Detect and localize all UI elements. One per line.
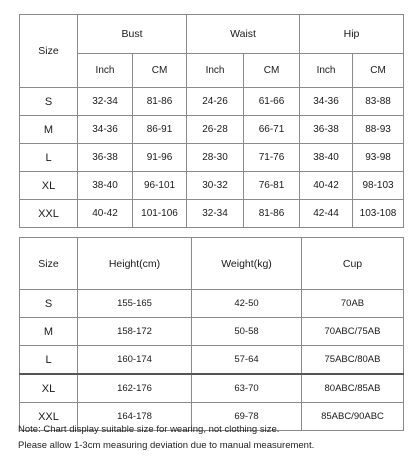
bust-header: Bust (78, 15, 187, 54)
note-text: Please allow 1-3cm measuring deviation due to manual measurement. (18, 440, 315, 451)
unit-header: CM (133, 54, 187, 88)
height-header: Height(cm) (78, 238, 192, 290)
table-cell: 40-42 (300, 172, 353, 200)
size-header: Size (20, 15, 78, 88)
height-cell: 155-165 (78, 290, 192, 318)
table-cell: 66-71 (244, 116, 300, 144)
weight-cell: 50-58 (192, 318, 302, 346)
table-cell: 98-103 (353, 172, 404, 200)
table-subheader-row (20, 54, 404, 88)
cup-cell: 70AB (302, 290, 404, 318)
table-cell: 40-42 (78, 200, 133, 228)
unit-header: CM (244, 54, 300, 88)
weight-cell: 57-64 (192, 346, 302, 375)
weight-cell: 69-78 (192, 403, 302, 431)
cup-cell: 70ABC/75AB (302, 318, 404, 346)
table-cell: 76-81 (244, 172, 300, 200)
table-cell: 101-106 (133, 200, 187, 228)
body-measurement-table (19, 14, 404, 228)
size-cell: XL (20, 172, 78, 200)
table-cell: 93-98 (353, 144, 404, 172)
table-cell: 30-32 (187, 172, 244, 200)
table-row (20, 144, 404, 172)
cup-cell: 80ABC/85AB (302, 374, 404, 403)
table-cell: 103-108 (353, 200, 404, 228)
table-cell: 86-91 (133, 116, 187, 144)
size-cell: XXL (20, 200, 78, 228)
size-cell: S (20, 88, 78, 116)
height-cell: 160-174 (78, 346, 192, 375)
unit-header: Inch (187, 54, 244, 88)
table-cell: 61-66 (244, 88, 300, 116)
unit-header: Inch (78, 54, 133, 88)
height-cell: 164-178 (78, 403, 192, 431)
table-cell: 96-101 (133, 172, 187, 200)
cup-header: Cup (302, 238, 404, 290)
table-row (20, 346, 404, 375)
table-cell: 32-34 (187, 200, 244, 228)
table-cell: 26-28 (187, 116, 244, 144)
table-cell: 81-86 (133, 88, 187, 116)
table-header-row (20, 15, 404, 54)
cup-cell: 75ABC/80AB (302, 346, 404, 375)
size-cell: S (20, 290, 78, 318)
table-cell: 34-36 (300, 88, 353, 116)
table-row (20, 318, 404, 346)
size-cell: XXL (20, 403, 78, 431)
size-cell: M (20, 318, 78, 346)
cup-cell: 85ABC/90ABC (302, 403, 404, 431)
size-cell: XL (20, 374, 78, 403)
size-cell: L (20, 144, 78, 172)
table-cell: 36-38 (300, 116, 353, 144)
unit-header: Inch (300, 54, 353, 88)
height-cell: 158-172 (78, 318, 192, 346)
table-cell: 24-26 (187, 88, 244, 116)
table-cell: 91-96 (133, 144, 187, 172)
table-cell: 38-40 (300, 144, 353, 172)
table-cell: 28-30 (187, 144, 244, 172)
weight-cell: 63-70 (192, 374, 302, 403)
table-cell: 71-76 (244, 144, 300, 172)
weight-cell: 42-50 (192, 290, 302, 318)
size-fit-table (19, 237, 404, 431)
table-row (20, 200, 404, 228)
size-cell: L (20, 346, 78, 375)
table-cell: 38-40 (78, 172, 133, 200)
table-row (20, 290, 404, 318)
table-row (20, 116, 404, 144)
hip-header: Hip (300, 15, 404, 54)
table-header-row (20, 238, 404, 290)
table-cell: 81-86 (244, 200, 300, 228)
table-row (20, 88, 404, 116)
height-cell: 162-176 (78, 374, 192, 403)
table-cell: 42-44 (300, 200, 353, 228)
table-cell: 34-36 (78, 116, 133, 144)
waist-header: Waist (187, 15, 300, 54)
table-cell: 36-38 (78, 144, 133, 172)
table-row (20, 374, 404, 403)
table-cell: 32-34 (78, 88, 133, 116)
size-cell: M (20, 116, 78, 144)
unit-header: CM (353, 54, 404, 88)
weight-header: Weight(kg) (192, 238, 302, 290)
table-cell: 88-93 (353, 116, 404, 144)
size-header: Size (20, 238, 78, 290)
table-cell: 83-88 (353, 88, 404, 116)
note-text: Note: Chart display suitable size for wearing, not clothing size. (18, 424, 280, 435)
table-row (20, 172, 404, 200)
